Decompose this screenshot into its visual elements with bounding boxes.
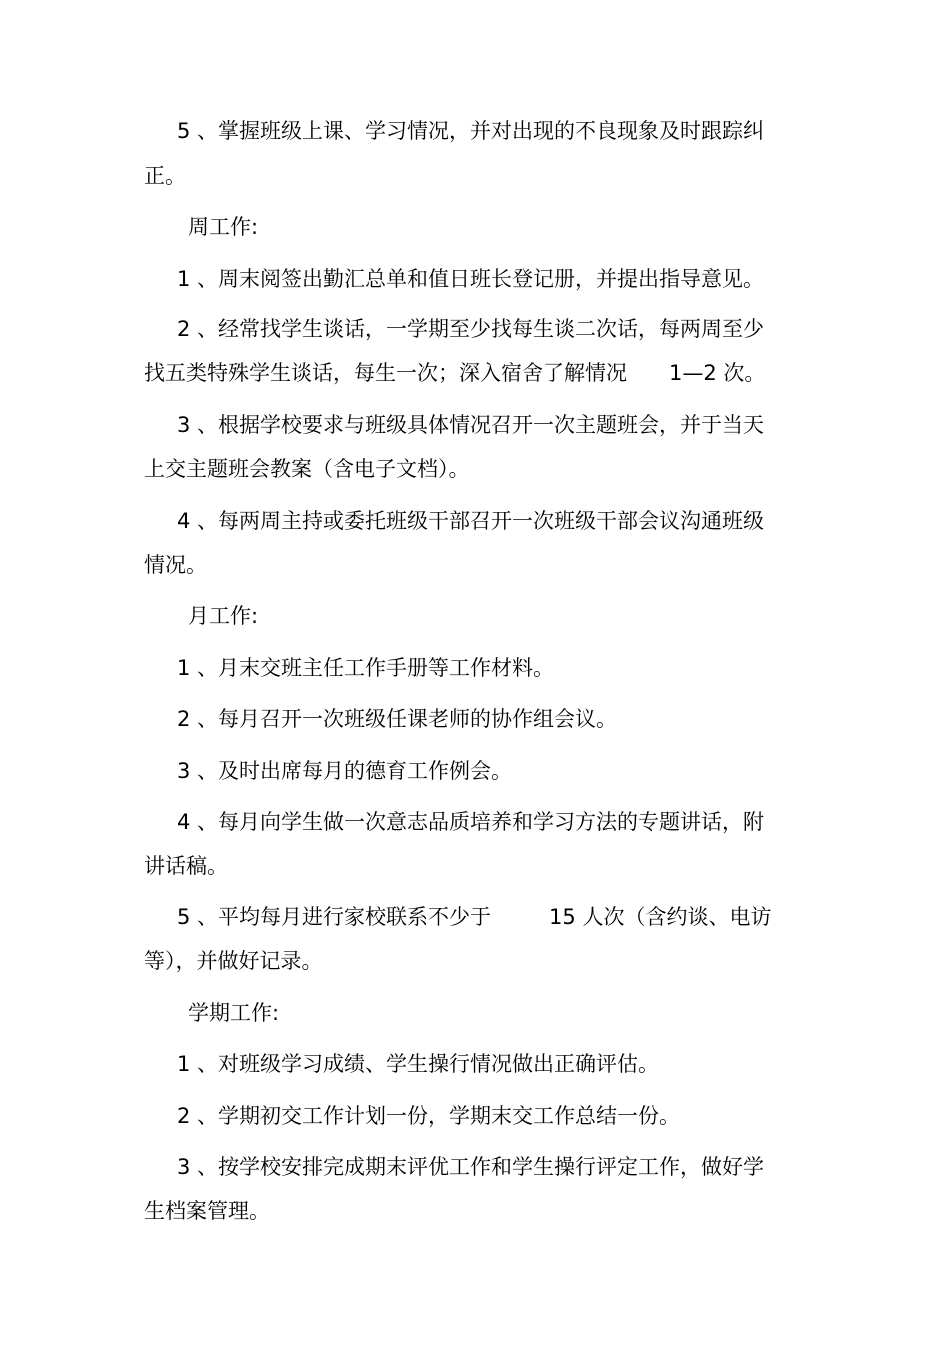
monthly-item-3: 3 、及时出席每月的德育工作例会。 [177, 759, 513, 783]
semester-item-3-line-1: 3 、按学校安排完成期末评优工作和学生操行评定工作，做好学 [177, 1155, 765, 1179]
weekly-item-3-line-2: 上交主题班会教案（含电子文档）。 [144, 457, 470, 481]
monthly-item-5-line-1 [177, 904, 771, 930]
semester-item-1: 1 、对班级学习成绩、学生操行情况做出正确评估。 [177, 1052, 660, 1076]
weekly-item-4-line-2: 情况。 [144, 553, 207, 577]
weekly-item-2-count: 1—2 次。 [669, 361, 766, 385]
weekly-item-1: 1 、周末阅签出勤汇总单和值日班长登记册，并提出指导意见。 [177, 267, 765, 291]
monthly-item-5-line-2: 等），并做好记录。 [144, 949, 323, 973]
weekly-item-2-text: 找五类特殊学生谈话，每生一次；深入宿舍了解情况 [144, 361, 627, 385]
monthly-item-5-count: 15 人次（含约谈、电访 [549, 905, 772, 929]
weekly-item-4-line-1: 4 、每两周主持或委托班级干部召开一次班级干部会议沟通班级 [177, 509, 765, 533]
monthly-item-1: 1 、月末交班主任工作手册等工作材料。 [177, 656, 555, 680]
monthly-item-2: 2 、每月召开一次班级任课老师的协作组会议。 [177, 707, 618, 731]
monthly-item-4-line-2: 讲话稿。 [144, 854, 228, 878]
weekly-item-3-line-1: 3 、根据学校要求与班级具体情况召开一次主题班会，并于当天 [177, 413, 765, 437]
weekly-heading: 周工作: [188, 215, 259, 239]
daily-item-5-line-2: 正。 [144, 164, 186, 188]
monthly-item-4-line-1: 4 、每月向学生做一次意志品质培养和学习方法的专题讲话，附 [177, 810, 765, 834]
monthly-heading: 月工作: [188, 604, 259, 628]
semester-item-3-line-2: 生档案管理。 [144, 1199, 270, 1223]
weekly-item-2-line-2 [144, 360, 765, 386]
weekly-item-2-line-1: 2 、经常找学生谈话，一学期至少找每生谈二次话，每两周至少 [177, 317, 765, 341]
daily-item-5-line-1: 5 、掌握班级上课、学习情况，并对出现的不良现象及时跟踪纠 [177, 119, 765, 143]
semester-heading: 学期工作: [188, 1001, 280, 1025]
semester-item-2: 2 、学期初交工作计划一份，学期末交工作总结一份。 [177, 1104, 681, 1128]
monthly-item-5-text: 5 、平均每月进行家校联系不少于 [177, 905, 492, 929]
